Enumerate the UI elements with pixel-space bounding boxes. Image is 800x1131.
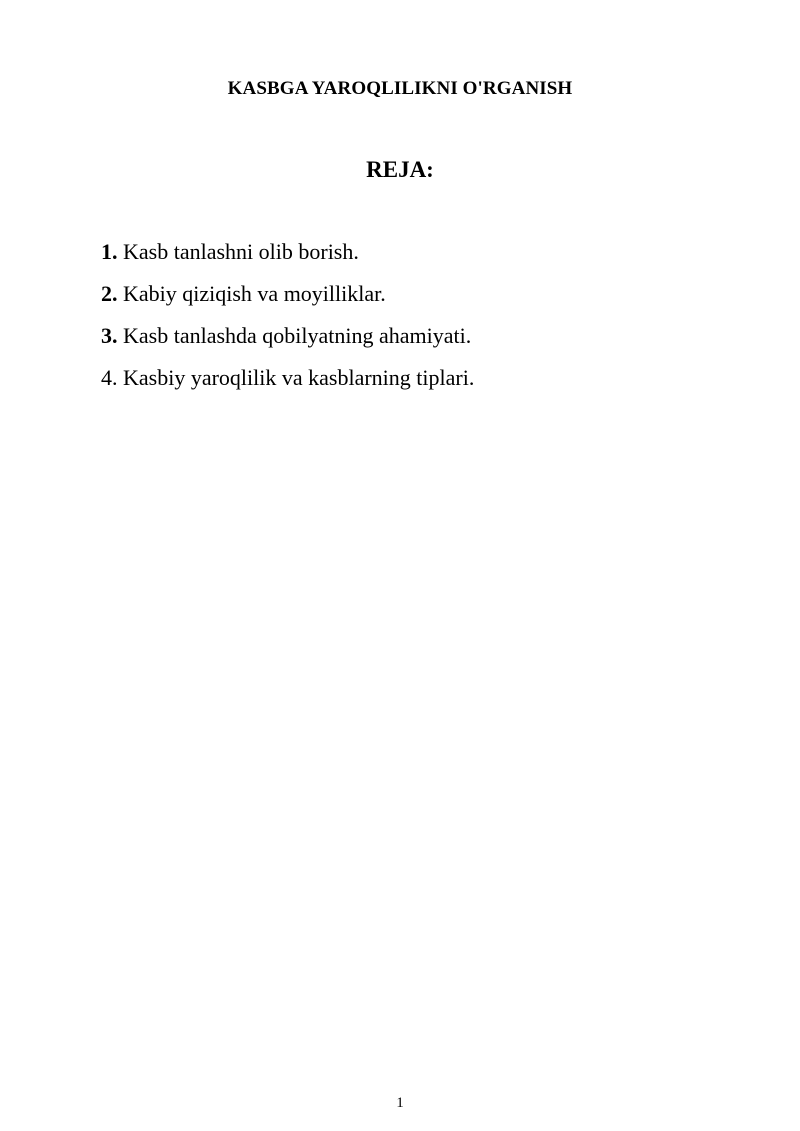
page-number: 1 (396, 1095, 404, 1111)
plan-item-text: Kasb tanlashda qobilyatning ahamiyati. (117, 323, 472, 348)
plan-item-number: 4. (101, 365, 118, 390)
plan-list (101, 238, 474, 406)
plan-item-2 (101, 280, 474, 308)
plan-item-text: Kasbiy yaroqlilik va kasblarning tiplari. (117, 365, 475, 390)
plan-item-3 (101, 322, 474, 350)
plan-item-text: Kasb tanlashni olib borish. (117, 239, 359, 264)
plan-item-text: Kabiy qiziqish va moyilliklar. (117, 281, 386, 306)
plan-item-number: 2. (101, 281, 118, 306)
plan-item-number: 1. (101, 239, 118, 264)
plan-item-4 (101, 364, 474, 392)
plan-heading: REJA: (366, 157, 434, 182)
plan-item-number: 3. (101, 323, 118, 348)
plan-item-1 (101, 238, 474, 266)
document-title: KASBGA YAROQLILIKNI O'RGANISH (227, 78, 573, 99)
